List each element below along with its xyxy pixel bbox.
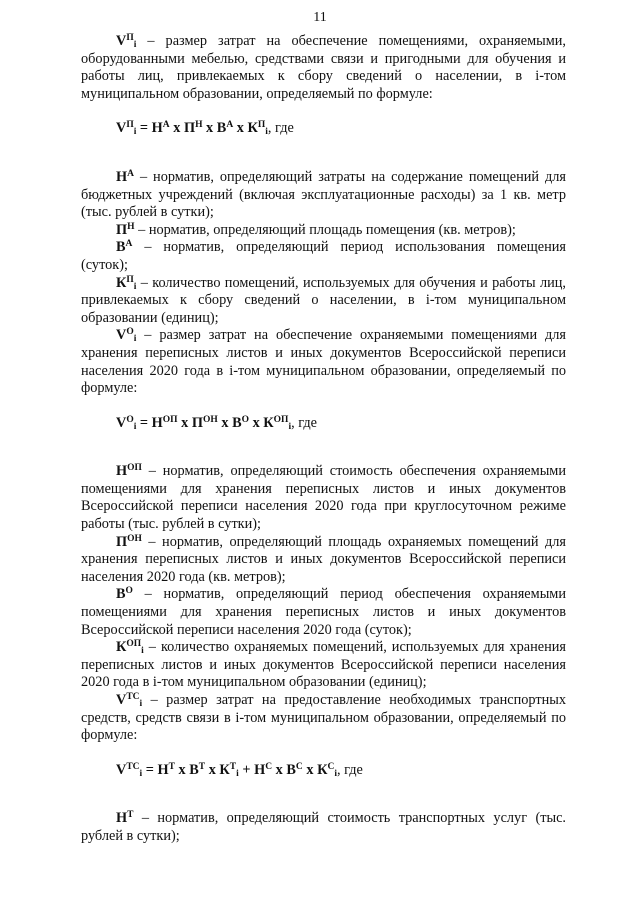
definition-kp: $К^П_i$ – количество помещений, используемых для обучения и работы лиц, привлекаемых к сбору сведений о населении, в i-том муниципальном образовании (единиц); bbox=[81, 274, 566, 326]
definition-nt: $Н^Т$ – норматив, определяющий стоимость транспортных услуг (тыс. рублей в сутки); bbox=[81, 810, 566, 844]
definition-vtc: $V^{ТС}_i$ – размер затрат на предоставление необходимых транспортных средств, средств связи в i-том муниципальном образовании, определяемый по формуле: bbox=[81, 692, 566, 744]
definition-pn: $П^Н$ – норматив, определяющий площадь помещения (кв. метров); bbox=[116, 221, 516, 238]
definition-vo-period: $В^О$ – норматив, определяющий период обеспечения охраняемыми помещениями для хранения переписных листов и иных документов Всероссийской переписи населения 2020 года (суток); bbox=[81, 586, 566, 638]
page-number: 11 bbox=[313, 10, 327, 25]
definition-va: $В^А$ – норматив, определяющий период использования помещения (суток); bbox=[81, 239, 566, 273]
formula-vtc: $V^{ТС}_i = Н^Т$ х $В^Т$ х $К^Т_i + Н^С$ х $В^С$ х $К^С_i$, где bbox=[116, 761, 363, 779]
definition-vo: $V^О_i$ – размер затрат на обеспечение охраняемыми помещениями для хранения переписных листов и иных документов Всероссийской переписи населения 2020 года в i-том муниципальном образовании, определяемый по формуле: bbox=[81, 327, 566, 397]
definition-pon: $П^{ОН}$ – норматив, определяющий площадь охраняемых помещений для хранения переписных листов и иных документов Всероссийской переписи населения 2020 года (кв. метров); bbox=[81, 533, 566, 585]
definition-kop: $К^{ОП}_i$ – количество охраняемых помещений, используемых для хранения переписных листов и иных документов Всероссийской переписи населения 2020 года в i-том муниципальном образовании (единиц); bbox=[81, 639, 566, 691]
definition-nop: $Н^{ОП}$ – норматив, определяющий стоимость обеспечения охраняемыми помещениями для хранения переписных листов и иных документов Всероссийской переписи населения 2020 года при круглосуточном режиме работы (тыс. рублей в сутки); bbox=[81, 463, 566, 533]
definition-na: $Н^А$ – норматив, определяющий затраты на содержание помещений для бюджетных учреждений (включая эксплуатационные расходы) за 1 кв. метр (тыс. рублей в сутки); bbox=[81, 168, 566, 221]
formula-vp: $V^П_i = Н^А$ х $П^Н$ х $В^А$ х $К^П_i$, где bbox=[116, 120, 294, 138]
paragraph-vp-definition: $V^П_i$ – размер затрат на обеспечение помещениями, охраняемыми, оборудованными мебелью, средствами связи и пригодными для обучения и работы лиц, привлекаемых к сбору сведений о населении, в i-том муниципальном образовании, определяемый по формуле: bbox=[81, 33, 566, 102]
symbol-vp: $V^П_i$ bbox=[116, 33, 137, 50]
page-body bbox=[81, 33, 566, 846]
formula-vo: $V^О_i = Н^{ОП}$ х $П^{ОН}$ х $В^О$ х $К^{ОП}_i$, где bbox=[116, 414, 318, 432]
